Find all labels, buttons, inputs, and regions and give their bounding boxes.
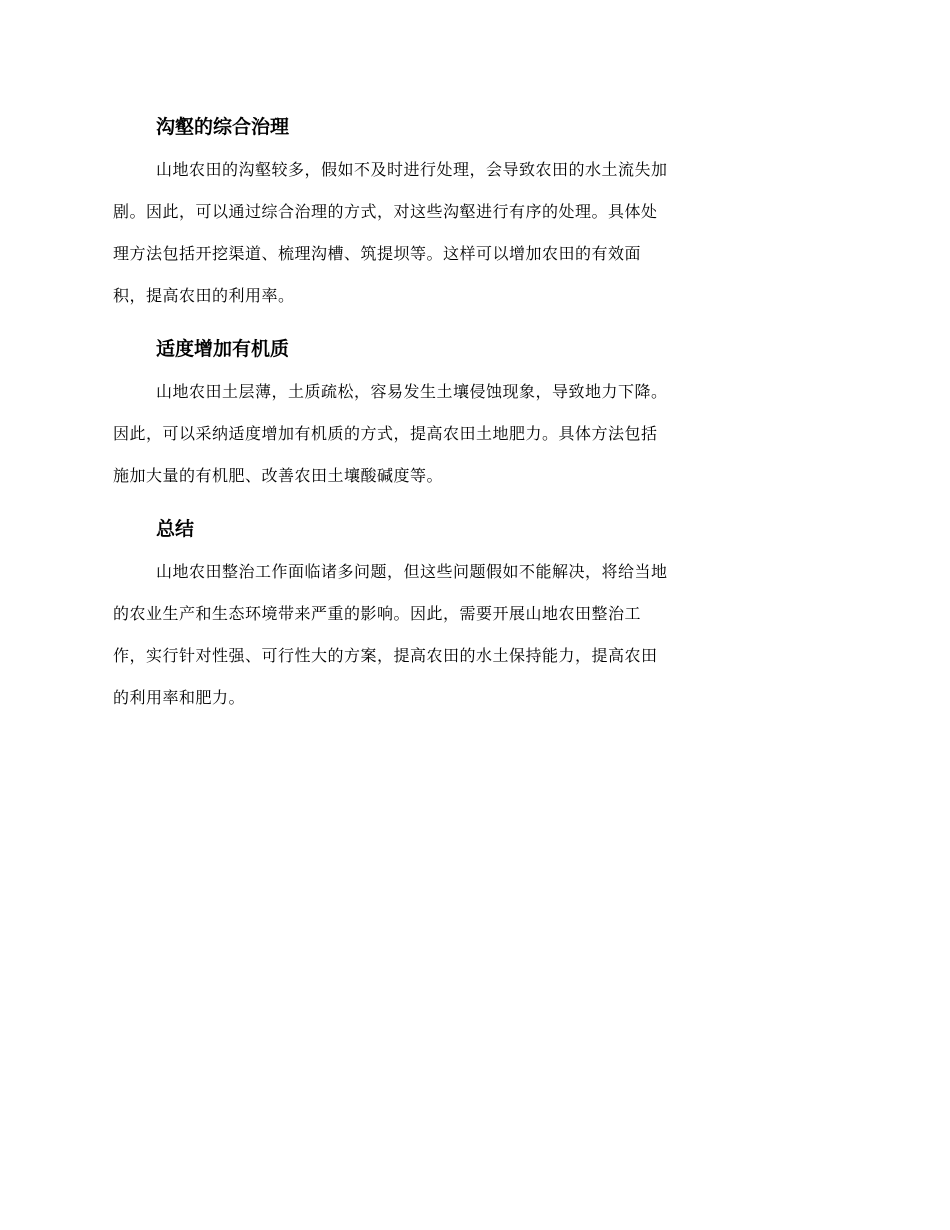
section-organic-matter <box>113 329 831 497</box>
paragraph-line: 理方法包括开挖渠道、梳理沟槽、筑提坝等。这样可以增加农田的有效面 <box>113 244 642 263</box>
section-heading: 适度增加有机质 <box>156 338 290 360</box>
section-gully-treatment <box>113 107 831 317</box>
section-heading: 总结 <box>156 518 195 540</box>
section-paragraph <box>113 149 831 317</box>
paragraph-line: 作，实行针对性强、可行性大的方案，提高农田的水土保持能力，提高农田 <box>113 646 658 665</box>
section-paragraph <box>113 371 831 497</box>
document-page <box>113 107 831 719</box>
paragraph-line: 因此，可以采纳适度增加有机质的方式，提高农田土地肥力。具体方法包括 <box>113 424 658 443</box>
paragraph-line: 山地农田整治工作面临诸多问题，但这些问题假如不能解决，将给当地 <box>156 562 668 581</box>
section-heading: 沟壑的综合治理 <box>156 116 290 138</box>
paragraph-line: 山地农田的沟壑较多，假如不及时进行处理，会导致农田的水土流失加 <box>156 160 668 179</box>
paragraph-line: 的利用率和肥力。 <box>113 688 246 707</box>
paragraph-line: 的农业生产和生态环境带来严重的影响。因此，需要开展山地农田整治工 <box>113 604 642 623</box>
section-summary <box>113 509 831 719</box>
section-paragraph <box>113 551 831 719</box>
paragraph-line: 山地农田土层薄，土质疏松，容易发生土壤侵蚀现象，导致地力下降。 <box>156 382 668 401</box>
paragraph-line: 积，提高农田的利用率。 <box>113 286 295 305</box>
paragraph-line: 剧。因此，可以通过综合治理的方式，对这些沟壑进行有序的处理。具体处 <box>113 202 658 221</box>
paragraph-line: 施加大量的有机肥、改善农田土壤酸碱度等。 <box>113 466 444 485</box>
